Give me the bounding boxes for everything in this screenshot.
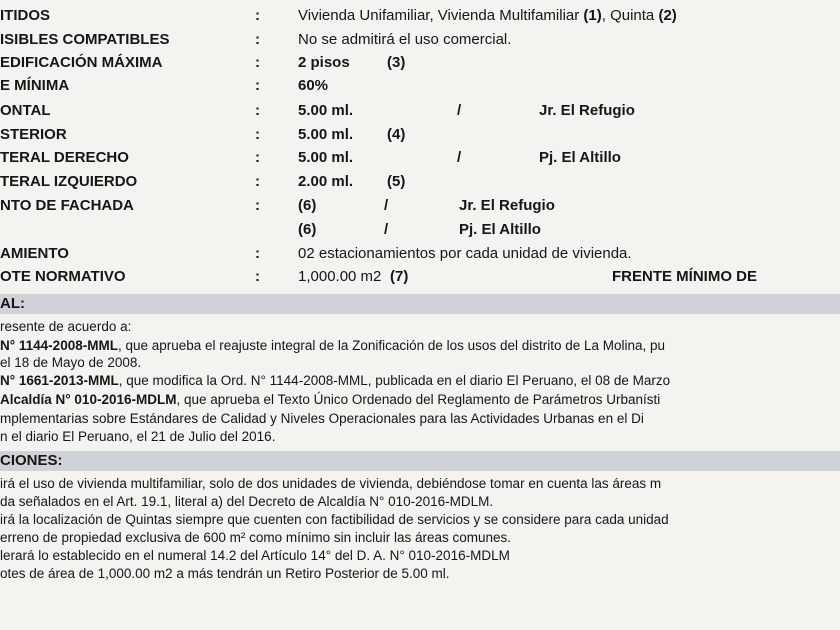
param-value: 2.00 ml. [298,173,354,190]
param-value: (6) [298,197,317,214]
legal-item-ordinance-1144 [0,337,665,354]
note-ref: (5) [387,173,406,190]
param-colon: : [255,7,260,24]
param-label: TERAL DERECHO [0,149,129,166]
param-colon: : [255,102,260,119]
note-item: irá el uso de vivienda multifamiliar, solo de dos unidades de vivienda, debiéndose tomar en cuenta las áreas m [0,476,662,491]
param-row-alineamiento [0,195,840,217]
param-value: (6) [298,221,317,238]
param-value: 2 pisos [298,54,350,71]
ordinance-text: , que modifica la Ord. N° 1144-2008-MML, publicada en el diario El Peruano, el 08 de Marzo [118,373,671,388]
param-label: OTE NORMATIVO [0,268,126,285]
legal-item-continuation: el 18 de Mayo de 2008. [0,355,142,370]
note-ref: (2) [658,7,677,24]
street-name: Pj. El Altillo [539,149,621,166]
ordinance-number: N° 1144-2008-MML [0,338,118,353]
param-colon: : [255,268,260,285]
street-name: Jr. El Refugio [459,197,555,214]
param-colon: : [255,77,260,94]
param-value-text: , Quinta [601,7,659,24]
param-row-retiro-derecho [0,147,840,169]
param-row-estacionamiento [0,243,840,265]
param-label: ONTAL [0,102,51,119]
param-row-alineamiento-2 [0,219,840,241]
param-label: E MÍNIMA [0,77,70,94]
section-heading-text: CIONES: [0,452,63,469]
param-value: 02 estacionamientos por cada unidad de vivienda. [298,245,632,262]
note-ref: (4) [387,126,406,143]
section-heading-observaciones [0,451,840,471]
slash-separator: / [457,102,462,119]
param-row-retiro-posterior [0,124,840,146]
slash-separator: / [384,221,389,238]
param-label: STERIOR [0,126,67,143]
ordinance-number: Alcaldía N° 010-2016-MDLM [0,392,177,407]
param-label: NTO DE FACHADA [0,197,134,214]
param-label: ISIBLES COMPATIBLES [0,31,170,48]
param-colon: : [255,31,260,48]
note-ref: (1) [583,7,602,24]
note-ref: (7) [390,268,409,285]
param-colon: : [255,54,260,71]
legal-item-continuation: mplementarias sobre Estándares de Calidad y Niveles Operacionales para las Actividades Urbanas en el Di [0,411,644,426]
street-name: Pj. El Altillo [459,221,541,238]
legal-item-continuation: n el diario El Peruano, el 21 de Julio del 2016. [0,429,276,444]
note-ref: (3) [387,54,406,71]
note-item: otes de área de 1,000.00 m2 a más tendrán un Retiro Posterior de 5.00 ml. [0,566,450,581]
param-label: ITIDOS [0,7,51,24]
legal-intro: resente de acuerdo a: [0,319,132,334]
param-value: 60% [298,77,329,94]
param-row-retiro-izquierdo [0,171,840,193]
param-value: 5.00 ml. [298,126,354,143]
legal-item-ordinance-1661 [0,372,670,389]
param-colon: : [255,149,260,166]
param-row-retiro-frontal [0,100,840,122]
section-heading-base-legal [0,294,840,314]
frente-minimo-label: FRENTE MÍNIMO DE [612,268,757,285]
param-label: AMIENTO [0,245,69,262]
note-item: lerará lo establecido en el numeral 14.2 del Artículo 14° del D. A. N° 010-2016-MDLM [0,548,510,563]
legal-item-decreto-010 [0,391,660,408]
param-label: EDIFICACIÓN MÁXIMA [0,54,163,71]
param-label: TERAL IZQUIERDO [0,173,138,190]
note-item-continuation: erreno de propiedad exclusiva de 600 m² como mínimo sin incluir las áreas comunes. [0,530,511,545]
param-colon: : [255,197,260,214]
section-heading-text: AL: [0,295,25,312]
param-row-lote-normativo [0,266,840,288]
param-row-altura [0,52,840,74]
param-value: 5.00 ml. [298,102,354,119]
street-name: Jr. El Refugio [539,102,635,119]
param-value-text: Vivienda Unifamiliar, Vivienda Multifamiliar [298,7,584,24]
param-value [298,5,677,27]
param-row-compatibles [0,29,840,51]
slash-separator: / [457,149,462,166]
ordinance-number: N° 1661-2013-MML [0,373,119,388]
param-colon: : [255,245,260,262]
param-row-area-libre [0,75,840,97]
ordinance-text: , que aprueba el Texto Único Ordenado del Reglamento de Parámetros Urbanísti [176,392,661,407]
param-value: No se admitirá el uso comercial. [298,31,512,48]
ordinance-text: , que aprueba el reajuste integral de la Zonificación de los usos del distrito de La Molina, pu [117,338,666,353]
param-value: 1,000.00 m2 [298,268,382,285]
slash-separator: / [384,197,389,214]
param-colon: : [255,173,260,190]
param-row-usos [0,5,840,27]
note-item-continuation: da señalados en el Art. 19.1, literal a) del Decreto de Alcaldía N° 010-2016-MDLM. [0,494,494,509]
param-colon: : [255,126,260,143]
note-item: irá la localización de Quintas siempre que cuenten con factibilidad de servicios y se considere para cada unidad [0,512,669,527]
param-value: 5.00 ml. [298,149,354,166]
